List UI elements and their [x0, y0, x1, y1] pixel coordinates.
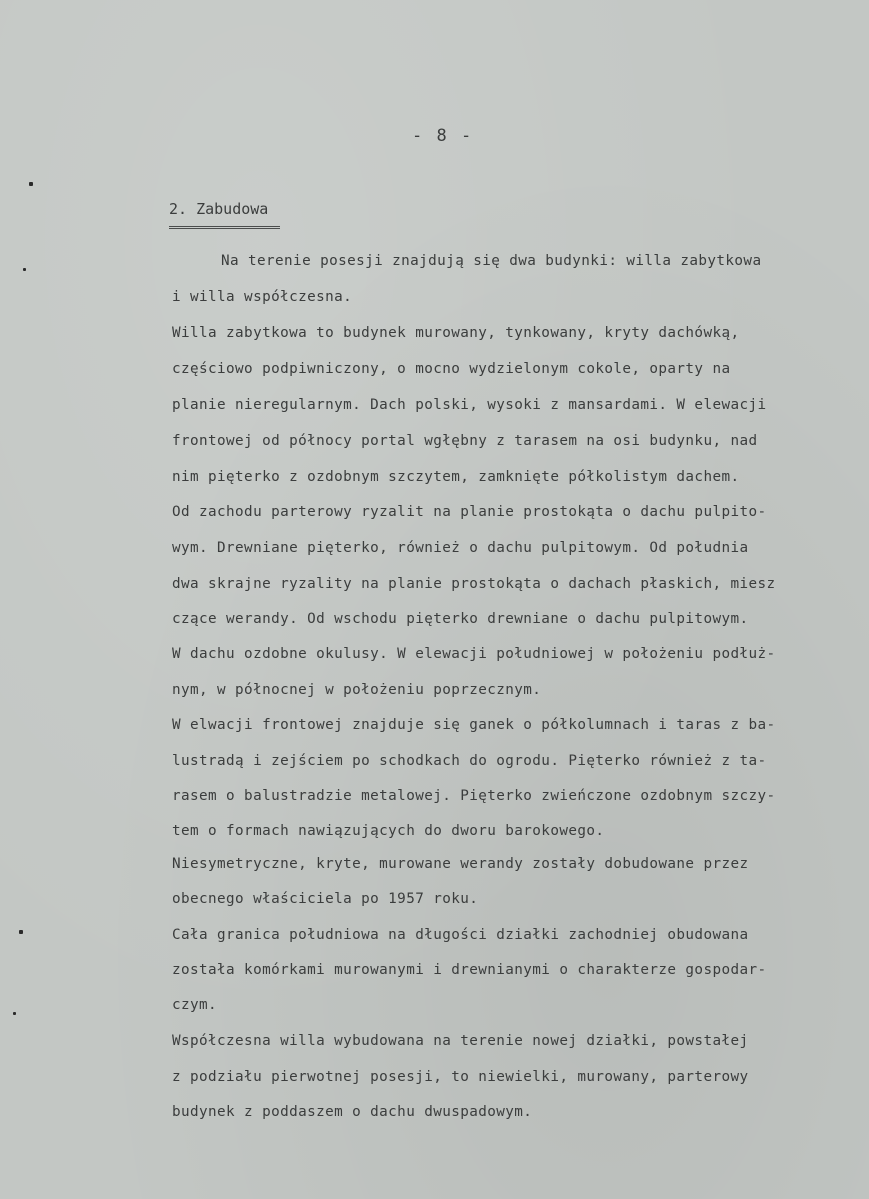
- margin-punch-mark: [23, 268, 26, 271]
- text-line: i willa współczesna.: [172, 289, 353, 305]
- text-line: planie nieregularnym. Dach polski, wysoki z mansardami. W elewacji: [172, 397, 767, 413]
- text-line: Cała granica południowa na długości działki zachodniej obudowana: [172, 927, 749, 943]
- text-line: rasem o balustradzie metalowej. Pięterko zwieńczone ozdobnym szczy-: [172, 788, 776, 804]
- page-number: - 8 -: [412, 126, 474, 146]
- text-line: nym, w północnej w położeniu poprzecznym.: [172, 682, 542, 698]
- text-line: Willa zabytkowa to budynek murowany, tynkowany, kryty dachówką,: [172, 325, 740, 341]
- text-line: częściowo podpiwniczony, o mocno wydzielonym cokole, oparty na: [172, 361, 731, 377]
- margin-punch-mark: [29, 182, 33, 186]
- text-line: W elwacji frontowej znajduje się ganek o półkolumnach i taras z ba-: [172, 717, 776, 733]
- text-line: tem o formach nawiązujących do dworu barokowego.: [172, 823, 605, 839]
- text-line: czące werandy. Od wschodu pięterko drewniane o dachu pulpitowym.: [172, 611, 749, 627]
- text-line: Na terenie posesji znajdują się dwa budynki: willa zabytkowa: [221, 253, 762, 269]
- text-line: Niesymetryczne, kryte, murowane werandy zostały dobudowane przez: [172, 856, 749, 872]
- text-line: frontowej od północy portal wgłębny z tarasem na osi budynku, nad: [172, 433, 758, 449]
- text-line: wym. Drewniane pięterko, również o dachu pulpitowym. Od południa: [172, 540, 749, 556]
- heading-underline: [169, 226, 280, 229]
- text-line: budynek z poddaszem o dachu dwuspadowym.: [172, 1104, 533, 1120]
- text-line: czym.: [172, 997, 218, 1013]
- text-line: nim pięterko z ozdobnym szczytem, zamknięte półkolistym dachem.: [172, 469, 740, 485]
- text-line: została komórkami murowanymi i drewnianymi o charakterze gospodar-: [172, 962, 767, 978]
- text-line: Współczesna willa wybudowana na terenie nowej działki, powstałej: [172, 1033, 749, 1049]
- text-line: z podziału pierwotnej posesji, to niewielki, murowany, parterowy: [172, 1069, 749, 1085]
- margin-punch-mark: [13, 1012, 16, 1015]
- text-line: W dachu ozdobne okulusy. W elewacji południowej w położeniu podłuż-: [172, 646, 776, 662]
- margin-punch-mark: [19, 930, 23, 934]
- text-line: lustradą i zejściem po schodkach do ogrodu. Pięterko również z ta-: [172, 753, 767, 769]
- text-line: obecnego właściciela po 1957 roku.: [172, 891, 479, 907]
- text-line: dwa skrajne ryzality na planie prostokąta o dachach płaskich, miesz: [172, 576, 776, 592]
- section-heading: 2. Zabudowa: [169, 200, 269, 218]
- text-line: Od zachodu parterowy ryzalit na planie prostokąta o dachu pulpito-: [172, 504, 767, 520]
